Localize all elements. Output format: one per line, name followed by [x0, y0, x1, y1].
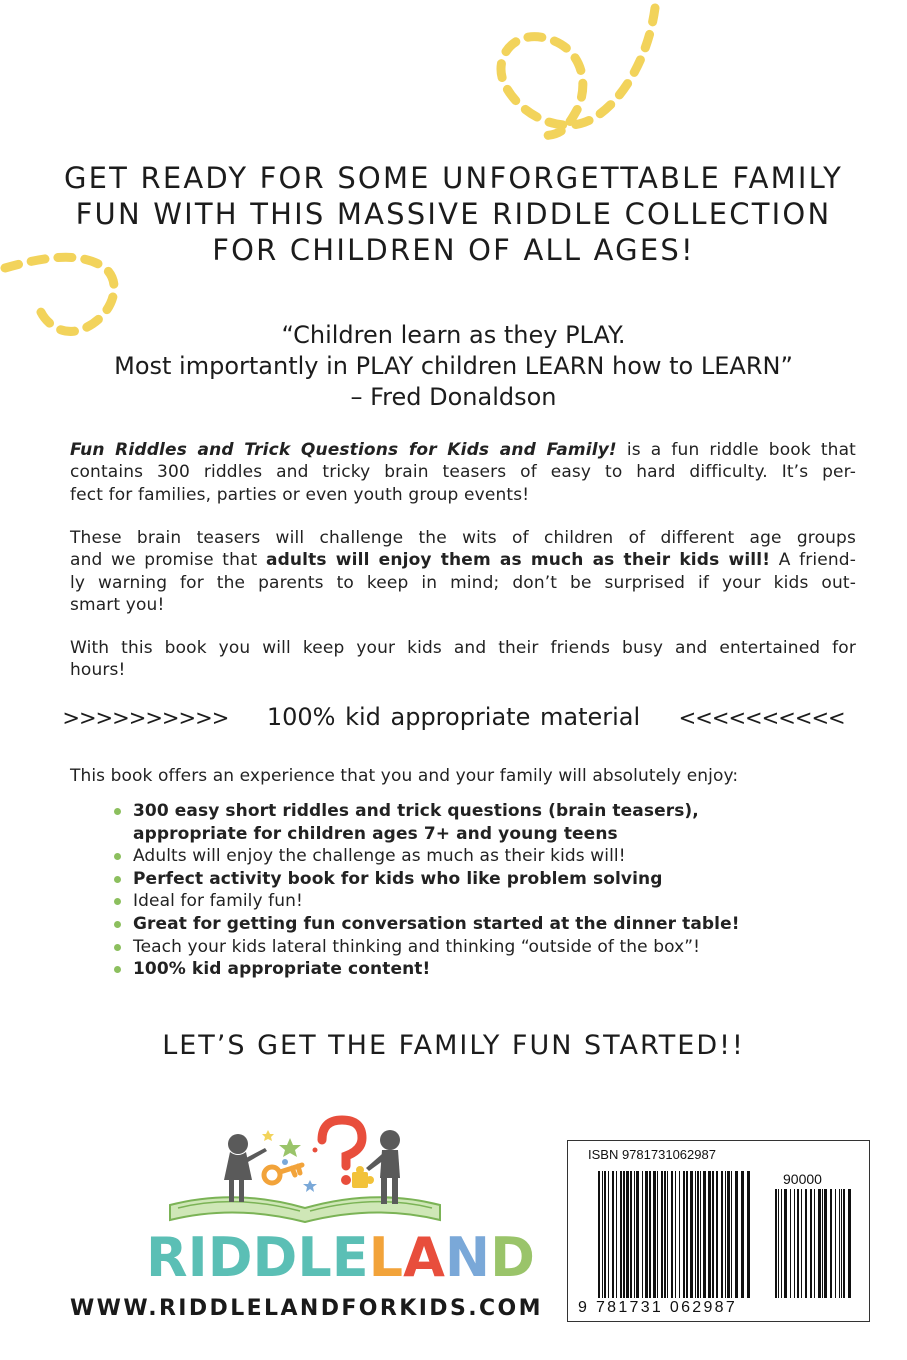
p2-line-2-start: and we promise that	[70, 550, 266, 571]
wordmark-letter: L	[368, 1226, 404, 1289]
wordmark-letter: R	[146, 1226, 188, 1289]
barcode-bar	[778, 1189, 779, 1298]
barcode-bar	[810, 1189, 812, 1298]
barcode-bar	[818, 1189, 821, 1298]
barcode-bar	[703, 1171, 706, 1298]
website-url[interactable]: WWW.RIDDLELANDFORKIDS.COM	[70, 1296, 543, 1321]
description-paragraph-1	[70, 439, 856, 506]
description-paragraph-3	[70, 637, 856, 682]
barcode-bar	[675, 1171, 676, 1298]
barcode-bar	[814, 1189, 815, 1298]
barcode-bar	[634, 1171, 635, 1298]
barcode-bar	[824, 1189, 827, 1298]
p2-line-1: These brain teasers will challenge the wits of children of different age groups	[70, 528, 856, 548]
barcode-bar	[727, 1171, 730, 1298]
barcode-bar	[683, 1171, 685, 1298]
wordmark-letter: A	[403, 1226, 445, 1289]
feature-item: Teach your kids lateral thinking and thinking “outside of the box”!	[112, 936, 740, 959]
key-icon	[264, 1165, 302, 1183]
bullet-icon	[114, 853, 121, 860]
barcode-bar	[801, 1189, 802, 1298]
features-intro: This book offers an experience that you and your family will absolutely enjoy:	[70, 766, 739, 786]
wordmark-letter: L	[297, 1226, 332, 1289]
barcode-bar	[781, 1189, 782, 1298]
barcode-bar	[841, 1189, 842, 1298]
feature-item: Ideal for family fun!	[112, 890, 740, 913]
barcode-bar	[653, 1171, 656, 1298]
barcode-bar	[784, 1189, 787, 1298]
isbn-barcode	[567, 1140, 870, 1322]
barcode-bar	[721, 1171, 723, 1298]
barcode-bar	[747, 1171, 750, 1298]
wordmark-letter: I	[187, 1226, 208, 1289]
headline	[0, 160, 907, 268]
p1-line-3: fect for families, parties or even youth group events!	[70, 484, 530, 505]
barcode-bar	[843, 1189, 845, 1298]
barcode-bar	[612, 1171, 614, 1298]
p3-line-1: With this book you will keep your kids and their friends busy and entertained for	[70, 638, 856, 658]
barcode-bar	[598, 1171, 600, 1298]
p1-line-2: contains 300 riddles and tricky brain teasers of easy to hard difficulty. It’s per-	[70, 462, 856, 483]
banner-left-arrows: >>>>>>>>>>	[62, 706, 229, 730]
barcode-bar	[608, 1171, 609, 1298]
barcode-bar	[725, 1171, 726, 1298]
barcode-bar	[642, 1171, 643, 1298]
description-paragraph-2	[70, 527, 856, 617]
isbn-label: ISBN 9781731062987	[588, 1147, 716, 1162]
barcode-bar	[848, 1189, 851, 1298]
bullet-icon	[114, 921, 121, 928]
barcode-bar	[708, 1171, 711, 1298]
bullet-icon	[114, 876, 121, 883]
barcode-bar	[695, 1171, 696, 1298]
barcode-bar	[661, 1171, 663, 1298]
kid-appropriate-banner	[0, 703, 907, 731]
quote-attribution: – Fred Donaldson	[350, 383, 557, 411]
price-code: 90000	[783, 1171, 822, 1187]
barcode-bar	[690, 1171, 693, 1298]
feature-item: 100% kid appropriate content!	[112, 958, 740, 981]
feature-item: Adults will enjoy the challenge as much as their kids will!	[112, 845, 740, 868]
headline-line-2: FUN WITH THIS MASSIVE RIDDLE COLLECTION	[75, 197, 832, 231]
barcode-bar	[623, 1171, 625, 1298]
barcode-bar	[636, 1171, 639, 1298]
barcode-bar	[667, 1171, 668, 1298]
barcode-bar	[679, 1171, 680, 1298]
riddleland-logo	[140, 1110, 535, 1290]
quote	[0, 320, 907, 413]
barcode-bar	[671, 1171, 673, 1298]
barcode-bar	[686, 1171, 688, 1298]
open-book-icon	[170, 1197, 440, 1222]
girl-silhouette-icon	[224, 1134, 267, 1202]
riddleland-wordmark	[146, 1226, 535, 1289]
barcode-bar	[616, 1171, 617, 1298]
p2-line-3: ly warning for the parents to keep in mind; don’t be surprised if your kids out-	[70, 572, 856, 593]
barcode-bar	[649, 1171, 651, 1298]
barcode-bar	[716, 1171, 718, 1298]
barcode-bars	[568, 1141, 869, 1321]
barcode-bar	[735, 1171, 738, 1298]
svg-text:RIDDLELAND	[146, 1226, 535, 1289]
barcode-bar	[805, 1189, 807, 1298]
barcode-bar	[712, 1171, 714, 1298]
banner-text: 100% kid appropriate material	[266, 703, 641, 731]
barcode-bar	[620, 1171, 622, 1298]
barcode-digits: 9 781731 062987	[578, 1299, 738, 1316]
book-title: Fun Riddles and Trick Questions for Kids and Family!	[70, 440, 617, 460]
barcode-bar	[697, 1171, 699, 1298]
barcode-bar	[830, 1189, 832, 1298]
wordmark-letter: E	[331, 1226, 369, 1289]
feature-item: Perfect activity book for kids who like problem solving	[112, 868, 740, 891]
bullet-icon	[114, 944, 121, 951]
barcode-bar	[700, 1171, 701, 1298]
p2-line-4: smart you!	[70, 595, 165, 616]
barcode-bar	[839, 1189, 840, 1298]
feature-item: 300 easy short riddles and trick questions (brain teasers), appropriate for children ages 7+ and young teens	[112, 800, 740, 845]
features-list	[112, 800, 740, 981]
barcode-bar	[741, 1171, 744, 1298]
wordmark-letter: D	[252, 1226, 298, 1289]
call-to-action: LET’S GET THE FAMILY FUN STARTED!!	[162, 1030, 745, 1061]
quote-line-2: Most importantly in PLAY children LEARN how to LEARN”	[114, 352, 793, 380]
wordmark-letter: D	[490, 1226, 535, 1289]
barcode-bar	[602, 1171, 603, 1298]
banner-right-arrows: <<<<<<<<<<	[678, 706, 845, 730]
bullet-icon	[114, 966, 121, 973]
p2-line-2-bold: adults will enjoy them as much as their kids will!	[265, 550, 771, 571]
p1-line-1-rest: is a fun riddle book that	[616, 440, 856, 460]
barcode-bar	[657, 1171, 658, 1298]
feature-item: Great for getting fun conversation started at the dinner table!	[112, 913, 740, 936]
bullet-icon	[114, 898, 121, 905]
wordmark-letter: D	[207, 1226, 253, 1289]
barcode-bar	[775, 1189, 777, 1298]
p3-line-2: hours!	[70, 660, 126, 681]
barcode-bar	[664, 1171, 666, 1298]
headline-line-3: FOR CHILDREN OF ALL AGES!	[212, 233, 695, 267]
barcode-bar	[626, 1171, 629, 1298]
barcode-bar	[645, 1171, 648, 1298]
barcode-bar	[822, 1189, 823, 1298]
barcode-bar	[630, 1171, 632, 1298]
barcode-bar	[835, 1189, 836, 1298]
headline-line-1: GET READY FOR SOME UNFORGETTABLE FAMILY	[63, 161, 844, 195]
p2-line-2-end: A friend-	[770, 550, 857, 571]
barcode-bar	[794, 1189, 795, 1298]
quote-line-1: “Children learn as they PLAY.	[281, 321, 626, 349]
boy-silhouette-icon	[366, 1130, 400, 1204]
barcode-bar	[790, 1189, 791, 1298]
barcode-bar	[797, 1189, 799, 1298]
barcode-bar	[604, 1171, 606, 1298]
bullet-icon	[114, 808, 121, 815]
wordmark-letter: N	[444, 1226, 491, 1289]
barcode-bar	[731, 1171, 732, 1298]
